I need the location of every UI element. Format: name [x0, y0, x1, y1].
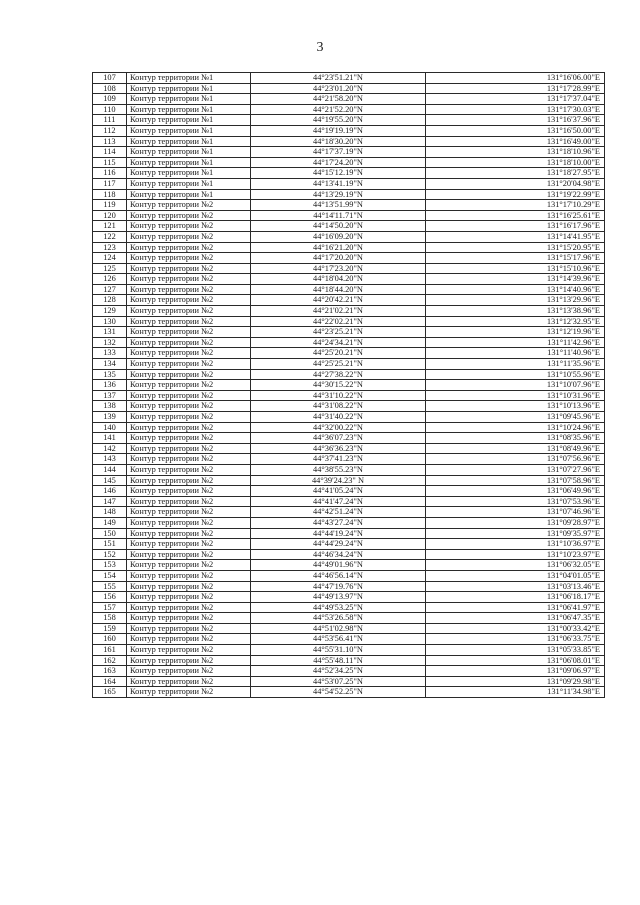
- longitude-cell: 131°20'04.98"E: [426, 178, 605, 189]
- table-row: [93, 284, 605, 295]
- point-number-cell: 115: [93, 157, 127, 168]
- latitude-cell: 44°47'19.76"N: [251, 581, 426, 592]
- contour-name-cell: Контур территории №2: [127, 676, 251, 687]
- latitude-cell: 44°21'02.21"N: [251, 306, 426, 317]
- contour-name-cell: Контур территории №1: [127, 94, 251, 105]
- latitude-cell: 44°36'36.23"N: [251, 443, 426, 454]
- table-row: [93, 263, 605, 274]
- longitude-cell: 131°10'07.96"E: [426, 380, 605, 391]
- latitude-cell: 44°24'34.21"N: [251, 337, 426, 348]
- longitude-cell: 131°06'32.05"E: [426, 560, 605, 571]
- longitude-cell: 131°09'35.97"E: [426, 528, 605, 539]
- point-number-cell: 162: [93, 655, 127, 666]
- longitude-cell: 131°16'49.00"E: [426, 136, 605, 147]
- contour-name-cell: Контур территории №2: [127, 200, 251, 211]
- table-row: [93, 581, 605, 592]
- contour-name-cell: Контур территории №2: [127, 517, 251, 528]
- longitude-cell: 131°10'36.97"E: [426, 539, 605, 550]
- table-row: [93, 337, 605, 348]
- table-row: [93, 549, 605, 560]
- contour-name-cell: Контур территории №2: [127, 528, 251, 539]
- longitude-cell: 131°16'25.61"E: [426, 210, 605, 221]
- point-number-cell: 112: [93, 125, 127, 136]
- contour-name-cell: Контур территории №2: [127, 549, 251, 560]
- contour-name-cell: Контур территории №2: [127, 570, 251, 581]
- point-number-cell: 111: [93, 115, 127, 126]
- contour-name-cell: Контур территории №2: [127, 390, 251, 401]
- point-number-cell: 157: [93, 602, 127, 613]
- point-number-cell: 128: [93, 295, 127, 306]
- table-row: [93, 316, 605, 327]
- longitude-cell: 131°16'06.00"E: [426, 73, 605, 84]
- contour-name-cell: Контур территории №2: [127, 464, 251, 475]
- latitude-cell: 44°55'31.10"N: [251, 645, 426, 656]
- table-row: [93, 380, 605, 391]
- longitude-cell: 131°10'24.96"E: [426, 422, 605, 433]
- contour-name-cell: Контур территории №2: [127, 539, 251, 550]
- contour-name-cell: Контур территории №2: [127, 380, 251, 391]
- latitude-cell: 44°17'23.20"N: [251, 263, 426, 274]
- contour-name-cell: Контур территории №2: [127, 337, 251, 348]
- longitude-cell: 131°19'22.99"E: [426, 189, 605, 200]
- longitude-cell: 131°07'53.96"E: [426, 496, 605, 507]
- latitude-cell: 44°23'01.20"N: [251, 83, 426, 94]
- longitude-cell: 131°06'49.96"E: [426, 486, 605, 497]
- table-row: [93, 157, 605, 168]
- contour-name-cell: Контур территории №2: [127, 210, 251, 221]
- point-number-cell: 124: [93, 253, 127, 264]
- table-row: [93, 253, 605, 264]
- latitude-cell: 44°46'34.24"N: [251, 549, 426, 560]
- latitude-cell: 44°44'29.24"N: [251, 539, 426, 550]
- point-number-cell: 137: [93, 390, 127, 401]
- contour-name-cell: Контур территории №2: [127, 263, 251, 274]
- table-row: [93, 570, 605, 581]
- latitude-cell: 44°36'07.23"N: [251, 433, 426, 444]
- table-row: [93, 115, 605, 126]
- point-number-cell: 139: [93, 412, 127, 423]
- latitude-cell: 44°15'12.19"N: [251, 168, 426, 179]
- longitude-cell: 131°10'55.96"E: [426, 369, 605, 380]
- table-row: [93, 200, 605, 211]
- contour-name-cell: Контур территории №2: [127, 348, 251, 359]
- point-number-cell: 122: [93, 231, 127, 242]
- coordinates-table-body: [93, 73, 605, 698]
- longitude-cell: 131°12'19.96"E: [426, 327, 605, 338]
- contour-name-cell: Контур территории №2: [127, 560, 251, 571]
- latitude-cell: 44°46'56.14"N: [251, 570, 426, 581]
- longitude-cell: 131°09'45.96"E: [426, 412, 605, 423]
- longitude-cell: 131°17'28.99"E: [426, 83, 605, 94]
- point-number-cell: 148: [93, 507, 127, 518]
- contour-name-cell: Контур территории №2: [127, 327, 251, 338]
- longitude-cell: 131°14'40.96"E: [426, 284, 605, 295]
- contour-name-cell: Контур территории №2: [127, 306, 251, 317]
- contour-name-cell: Контур территории №2: [127, 613, 251, 624]
- point-number-cell: 116: [93, 168, 127, 179]
- point-number-cell: 152: [93, 549, 127, 560]
- latitude-cell: 44°31'10.22"N: [251, 390, 426, 401]
- point-number-cell: 149: [93, 517, 127, 528]
- contour-name-cell: Контур территории №2: [127, 242, 251, 253]
- longitude-cell: 131°07'56.96"E: [426, 454, 605, 465]
- contour-name-cell: Контур территории №2: [127, 486, 251, 497]
- latitude-cell: 44°52'34.25"N: [251, 666, 426, 677]
- point-number-cell: 153: [93, 560, 127, 571]
- contour-name-cell: Контур территории №1: [127, 125, 251, 136]
- table-row: [93, 655, 605, 666]
- contour-name-cell: Контур территории №1: [127, 178, 251, 189]
- latitude-cell: 44°23'25.21"N: [251, 327, 426, 338]
- latitude-cell: 44°53'56.41"N: [251, 634, 426, 645]
- longitude-cell: 131°15'20.95"E: [426, 242, 605, 253]
- latitude-cell: 44°18'04.20"N: [251, 274, 426, 285]
- contour-name-cell: Контур территории №2: [127, 507, 251, 518]
- contour-name-cell: Контур территории №2: [127, 221, 251, 232]
- latitude-cell: 44°42'51.24"N: [251, 507, 426, 518]
- contour-name-cell: Контур территории №1: [127, 168, 251, 179]
- point-number-cell: 118: [93, 189, 127, 200]
- longitude-cell: 131°06'08.01"E: [426, 655, 605, 666]
- point-number-cell: 156: [93, 592, 127, 603]
- longitude-cell: 131°09'06.97"E: [426, 666, 605, 677]
- longitude-cell: 131°14'39.96"E: [426, 274, 605, 285]
- contour-name-cell: Контур территории №2: [127, 623, 251, 634]
- longitude-cell: 131°07'46.96"E: [426, 507, 605, 518]
- contour-name-cell: Контур территории №1: [127, 157, 251, 168]
- point-number-cell: 117: [93, 178, 127, 189]
- latitude-cell: 44°54'52.25"N: [251, 687, 426, 698]
- contour-name-cell: Контур территории №2: [127, 412, 251, 423]
- latitude-cell: 44°23'51.21"N: [251, 73, 426, 84]
- table-row: [93, 539, 605, 550]
- contour-name-cell: Контур территории №2: [127, 422, 251, 433]
- point-number-cell: 145: [93, 475, 127, 486]
- table-row: [93, 125, 605, 136]
- table-row: [93, 454, 605, 465]
- longitude-cell: 131°14'41.95"E: [426, 231, 605, 242]
- latitude-cell: 44°20'42.21"N: [251, 295, 426, 306]
- latitude-cell: 44°16'09.20"N: [251, 231, 426, 242]
- point-number-cell: 159: [93, 623, 127, 634]
- point-number-cell: 119: [93, 200, 127, 211]
- contour-name-cell: Контур территории №1: [127, 189, 251, 200]
- point-number-cell: 107: [93, 73, 127, 84]
- longitude-cell: 131°05'33.85"E: [426, 645, 605, 656]
- contour-name-cell: Контур территории №1: [127, 83, 251, 94]
- longitude-cell: 131°17'10.29"E: [426, 200, 605, 211]
- contour-name-cell: Контур территории №1: [127, 136, 251, 147]
- longitude-cell: 131°10'13.96"E: [426, 401, 605, 412]
- table-row: [93, 666, 605, 677]
- latitude-cell: 44°25'20.21"N: [251, 348, 426, 359]
- point-number-cell: 147: [93, 496, 127, 507]
- latitude-cell: 44°17'20.20"N: [251, 253, 426, 264]
- table-row: [93, 73, 605, 84]
- table-row: [93, 475, 605, 486]
- contour-name-cell: Контур территории №2: [127, 602, 251, 613]
- latitude-cell: 44°16'21.20"N: [251, 242, 426, 253]
- table-row: [93, 147, 605, 158]
- longitude-cell: 131°18'10.00"E: [426, 157, 605, 168]
- latitude-cell: 44°44'19.24"N: [251, 528, 426, 539]
- point-number-cell: 141: [93, 433, 127, 444]
- contour-name-cell: Контур территории №1: [127, 147, 251, 158]
- table-row: [93, 592, 605, 603]
- point-number-cell: 143: [93, 454, 127, 465]
- table-row: [93, 496, 605, 507]
- point-number-cell: 134: [93, 359, 127, 370]
- point-number-cell: 135: [93, 369, 127, 380]
- contour-name-cell: Контур территории №2: [127, 295, 251, 306]
- longitude-cell: 131°13'38.96"E: [426, 306, 605, 317]
- longitude-cell: 131°03'13.46"E: [426, 581, 605, 592]
- point-number-cell: 138: [93, 401, 127, 412]
- point-number-cell: 150: [93, 528, 127, 539]
- table-row: [93, 623, 605, 634]
- latitude-cell: 44°30'15.22"N: [251, 380, 426, 391]
- longitude-cell: 131°11'40.96"E: [426, 348, 605, 359]
- contour-name-cell: Контур территории №2: [127, 687, 251, 698]
- table-row: [93, 136, 605, 147]
- contour-name-cell: Контур территории №2: [127, 645, 251, 656]
- longitude-cell: 131°09'28.97"E: [426, 517, 605, 528]
- longitude-cell: 131°04'01.05"E: [426, 570, 605, 581]
- table-row: [93, 507, 605, 518]
- contour-name-cell: Контур территории №2: [127, 443, 251, 454]
- coordinates-table-wrapper: [92, 72, 605, 698]
- latitude-cell: 44°18'44.20"N: [251, 284, 426, 295]
- table-row: [93, 528, 605, 539]
- longitude-cell: 131°08'49.96"E: [426, 443, 605, 454]
- point-number-cell: 132: [93, 337, 127, 348]
- point-number-cell: 133: [93, 348, 127, 359]
- longitude-cell: 131°16'37.96"E: [426, 115, 605, 126]
- latitude-cell: 44°49'01.96"N: [251, 560, 426, 571]
- table-row: [93, 210, 605, 221]
- latitude-cell: 44°18'30.20"N: [251, 136, 426, 147]
- latitude-cell: 44°31'08.22"N: [251, 401, 426, 412]
- contour-name-cell: Контур территории №2: [127, 274, 251, 285]
- latitude-cell: 44°19'19.19"N: [251, 125, 426, 136]
- table-row: [93, 401, 605, 412]
- table-row: [93, 443, 605, 454]
- table-row: [93, 613, 605, 624]
- point-number-cell: 154: [93, 570, 127, 581]
- contour-name-cell: Контур территории №2: [127, 316, 251, 327]
- table-row: [93, 602, 605, 613]
- table-row: [93, 486, 605, 497]
- table-row: [93, 242, 605, 253]
- table-row: [93, 231, 605, 242]
- longitude-cell: 131°10'23.97"E: [426, 549, 605, 560]
- latitude-cell: 44°14'11.71"N: [251, 210, 426, 221]
- table-row: [93, 83, 605, 94]
- longitude-cell: 131°17'30.03"E: [426, 104, 605, 115]
- contour-name-cell: Контур территории №2: [127, 369, 251, 380]
- table-row: [93, 433, 605, 444]
- latitude-cell: 44°31'40.22"N: [251, 412, 426, 423]
- table-row: [93, 274, 605, 285]
- point-number-cell: 140: [93, 422, 127, 433]
- longitude-cell: 131°13'29.96"E: [426, 295, 605, 306]
- latitude-cell: 44°19'55.20"N: [251, 115, 426, 126]
- longitude-cell: 131°17'37.04"E: [426, 94, 605, 105]
- table-row: [93, 464, 605, 475]
- latitude-cell: 44°43'27.24"N: [251, 517, 426, 528]
- longitude-cell: 131°09'29.98"E: [426, 676, 605, 687]
- latitude-cell: 44°13'29.19"N: [251, 189, 426, 200]
- point-number-cell: 144: [93, 464, 127, 475]
- table-row: [93, 645, 605, 656]
- table-row: [93, 560, 605, 571]
- latitude-cell: 44°25'25.21"N: [251, 359, 426, 370]
- table-row: [93, 306, 605, 317]
- longitude-cell: 131°15'10.96"E: [426, 263, 605, 274]
- table-row: [93, 94, 605, 105]
- latitude-cell: 44°22'02.21"N: [251, 316, 426, 327]
- latitude-cell: 44°17'37.19"N: [251, 147, 426, 158]
- contour-name-cell: Контур территории №2: [127, 359, 251, 370]
- table-row: [93, 687, 605, 698]
- coordinates-table: [92, 72, 605, 698]
- longitude-cell: 131°08'35.96"E: [426, 433, 605, 444]
- table-row: [93, 221, 605, 232]
- point-number-cell: 121: [93, 221, 127, 232]
- longitude-cell: 131°15'17.96"E: [426, 253, 605, 264]
- longitude-cell: 131°18'27.95"E: [426, 168, 605, 179]
- point-number-cell: 158: [93, 613, 127, 624]
- contour-name-cell: Контур территории №2: [127, 592, 251, 603]
- point-number-cell: 136: [93, 380, 127, 391]
- table-row: [93, 517, 605, 528]
- contour-name-cell: Контур территории №2: [127, 475, 251, 486]
- longitude-cell: 131°18'10.96"E: [426, 147, 605, 158]
- latitude-cell: 44°13'51.99"N: [251, 200, 426, 211]
- longitude-cell: 131°06'47.35"E: [426, 613, 605, 624]
- point-number-cell: 127: [93, 284, 127, 295]
- latitude-cell: 44°51'02.98"N: [251, 623, 426, 634]
- longitude-cell: 131°16'17.96"E: [426, 221, 605, 232]
- point-number-cell: 114: [93, 147, 127, 158]
- contour-name-cell: Контур территории №2: [127, 581, 251, 592]
- point-number-cell: 126: [93, 274, 127, 285]
- point-number-cell: 120: [93, 210, 127, 221]
- contour-name-cell: Контур территории №2: [127, 454, 251, 465]
- page-number: 3: [316, 40, 324, 55]
- point-number-cell: 130: [93, 316, 127, 327]
- latitude-cell: 44°41'05.24"N: [251, 486, 426, 497]
- point-number-cell: 142: [93, 443, 127, 454]
- table-row: [93, 412, 605, 423]
- point-number-cell: 108: [93, 83, 127, 94]
- longitude-cell: 131°12'32.95"E: [426, 316, 605, 327]
- table-row: [93, 390, 605, 401]
- contour-name-cell: Контур территории №2: [127, 231, 251, 242]
- latitude-cell: 44°21'58.20"N: [251, 94, 426, 105]
- longitude-cell: 131°07'58.96"E: [426, 475, 605, 486]
- latitude-cell: 44°39'24.23" N: [251, 475, 426, 486]
- contour-name-cell: Контур территории №2: [127, 496, 251, 507]
- longitude-cell: 131°06'18.17"E: [426, 592, 605, 603]
- longitude-cell: 131°11'34.98"E: [426, 687, 605, 698]
- point-number-cell: 160: [93, 634, 127, 645]
- latitude-cell: 44°49'13.97"N: [251, 592, 426, 603]
- point-number-cell: 164: [93, 676, 127, 687]
- table-row: [93, 676, 605, 687]
- longitude-cell: 131°11'35.96"E: [426, 359, 605, 370]
- point-number-cell: 109: [93, 94, 127, 105]
- latitude-cell: 44°38'55.23"N: [251, 464, 426, 475]
- longitude-cell: 131°06'33.75"E: [426, 634, 605, 645]
- table-row: [93, 422, 605, 433]
- latitude-cell: 44°32'00.22"N: [251, 422, 426, 433]
- latitude-cell: 44°41'47.24"N: [251, 496, 426, 507]
- longitude-cell: 131°07'27.96"E: [426, 464, 605, 475]
- table-row: [93, 634, 605, 645]
- contour-name-cell: Контур территории №1: [127, 115, 251, 126]
- table-row: [93, 189, 605, 200]
- contour-name-cell: Контур территории №2: [127, 634, 251, 645]
- point-number-cell: 110: [93, 104, 127, 115]
- contour-name-cell: Контур территории №2: [127, 666, 251, 677]
- longitude-cell: 131°06'41.97"E: [426, 602, 605, 613]
- latitude-cell: 44°27'38.22"N: [251, 369, 426, 380]
- latitude-cell: 44°14'50.20"N: [251, 221, 426, 232]
- point-number-cell: 165: [93, 687, 127, 698]
- point-number-cell: 163: [93, 666, 127, 677]
- latitude-cell: 44°53'07.25"N: [251, 676, 426, 687]
- longitude-cell: 131°00'33.42"E: [426, 623, 605, 634]
- contour-name-cell: Контур территории №1: [127, 73, 251, 84]
- point-number-cell: 129: [93, 306, 127, 317]
- point-number-cell: 161: [93, 645, 127, 656]
- table-row: [93, 327, 605, 338]
- point-number-cell: 125: [93, 263, 127, 274]
- latitude-cell: 44°55'48.11"N: [251, 655, 426, 666]
- longitude-cell: 131°10'31.96"E: [426, 390, 605, 401]
- contour-name-cell: Контур территории №2: [127, 253, 251, 264]
- point-number-cell: 113: [93, 136, 127, 147]
- contour-name-cell: Контур территории №2: [127, 655, 251, 666]
- table-row: [93, 168, 605, 179]
- point-number-cell: 155: [93, 581, 127, 592]
- point-number-cell: 123: [93, 242, 127, 253]
- latitude-cell: 44°17'24.20"N: [251, 157, 426, 168]
- point-number-cell: 131: [93, 327, 127, 338]
- latitude-cell: 44°53'26.58"N: [251, 613, 426, 624]
- table-row: [93, 178, 605, 189]
- table-row: [93, 369, 605, 380]
- table-row: [93, 348, 605, 359]
- latitude-cell: 44°49'53.25"N: [251, 602, 426, 613]
- contour-name-cell: Контур территории №2: [127, 433, 251, 444]
- contour-name-cell: Контур территории №1: [127, 104, 251, 115]
- latitude-cell: 44°37'41.23"N: [251, 454, 426, 465]
- contour-name-cell: Контур территории №2: [127, 284, 251, 295]
- longitude-cell: 131°16'50.00"E: [426, 125, 605, 136]
- point-number-cell: 151: [93, 539, 127, 550]
- latitude-cell: 44°13'41.19"N: [251, 178, 426, 189]
- longitude-cell: 131°11'42.96"E: [426, 337, 605, 348]
- table-row: [93, 359, 605, 370]
- point-number-cell: 146: [93, 486, 127, 497]
- latitude-cell: 44°21'52.20"N: [251, 104, 426, 115]
- table-row: [93, 104, 605, 115]
- table-row: [93, 295, 605, 306]
- contour-name-cell: Контур территории №2: [127, 401, 251, 412]
